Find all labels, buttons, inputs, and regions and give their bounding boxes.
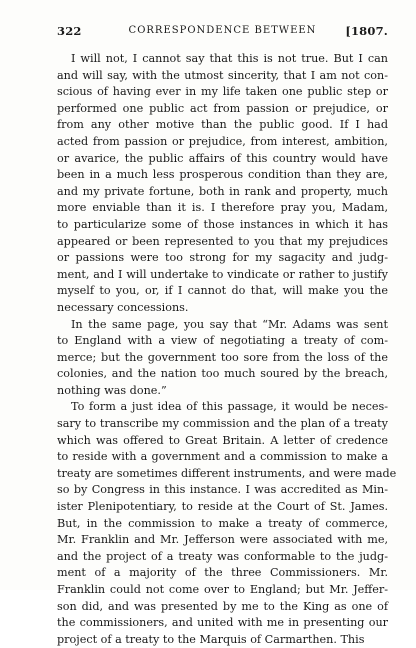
text-line: which was offered to Great Britain. A letter of credence (57, 433, 388, 447)
text-line: to England with a view of negotiating a treaty of com- (57, 334, 388, 348)
text-line: necessary concessions. (57, 300, 189, 314)
text-line: to reside with a government and a commission to make a (57, 450, 388, 464)
text-line: so by Congress in this instance. I was accredited as Min- (57, 483, 388, 497)
text-line: or passions were too strong for my sagacity and judg- (57, 251, 388, 265)
text-line: nothing was done.” (57, 383, 167, 397)
text-line: scious of having ever in my life taken one public step or (57, 85, 388, 99)
text-line: In the same page, you say that “Mr. Adams was sent (71, 317, 388, 331)
text-line: ister Plenipotentiary, to reside at the Court of St. James. (57, 500, 388, 514)
text-line: sary to transcribe my commission and the plan of a treaty (57, 417, 388, 431)
text-line: the commissioners, and united with me in presenting our (57, 616, 388, 630)
text-line: and my private fortune, both in rank and property, much (57, 184, 388, 198)
header-year: [1807. (345, 24, 388, 38)
running-title: CORRESPONDENCE BETWEEN (128, 25, 317, 36)
text-line: or avarice, the public affairs of this country would have (57, 151, 388, 165)
text-line: Franklin could not come over to England; but Mr. Jeffer- (57, 583, 388, 596)
text-line: performed one public act from passion or prejudice, or (57, 101, 388, 115)
text-line: To form a just idea of this passage, it would be neces- (71, 400, 388, 414)
text-line: and the project of a treaty was conformable to the judg- (57, 549, 388, 563)
page-body (57, 51, 397, 648)
text-line: colonies, and the nation too much soured by the breach, (57, 367, 388, 381)
text-line: ment, and I will undertake to vindicate or rather to justify (57, 267, 388, 281)
text-line: from any other motive than the public good. If I had (57, 118, 388, 132)
text-line: project of a treaty to the Marquis of Carmarthen. This (57, 632, 365, 646)
text-line: treaty are sometimes different instruments, and were made (57, 466, 397, 480)
text-line: I will not, I cannot say that this is not true. But I can (71, 52, 388, 65)
running-header (57, 24, 388, 40)
text-line: merce; but the government too sore from the loss of the (57, 350, 388, 364)
text-line: been in a much less prosperous condition than they are, (57, 168, 388, 182)
text-line: But, in the commission to make a treaty of commerce, (57, 516, 388, 530)
text-line: more enviable than it is. I therefore pray you, Madam, (57, 201, 388, 215)
text-line: Mr. Franklin and Mr. Jefferson were associated with me, (57, 533, 388, 547)
text-line: ment of a majority of the three Commissioners. Mr. (57, 566, 388, 580)
text-line: appeared or been represented to you that my prejudices (57, 234, 388, 248)
text-line: myself to you, or, if I cannot do that, will make you the (57, 284, 388, 298)
text-line: to particularize some of those instances in which it has (57, 217, 388, 231)
text-line: acted from passion or prejudice, from interest, ambition, (57, 134, 388, 148)
text-line: and will say, with the utmost sincerity, that I am not con- (57, 68, 388, 82)
page-number: 322 (57, 24, 82, 38)
text-line: son did, and was presented by me to the King as one of (57, 599, 388, 613)
